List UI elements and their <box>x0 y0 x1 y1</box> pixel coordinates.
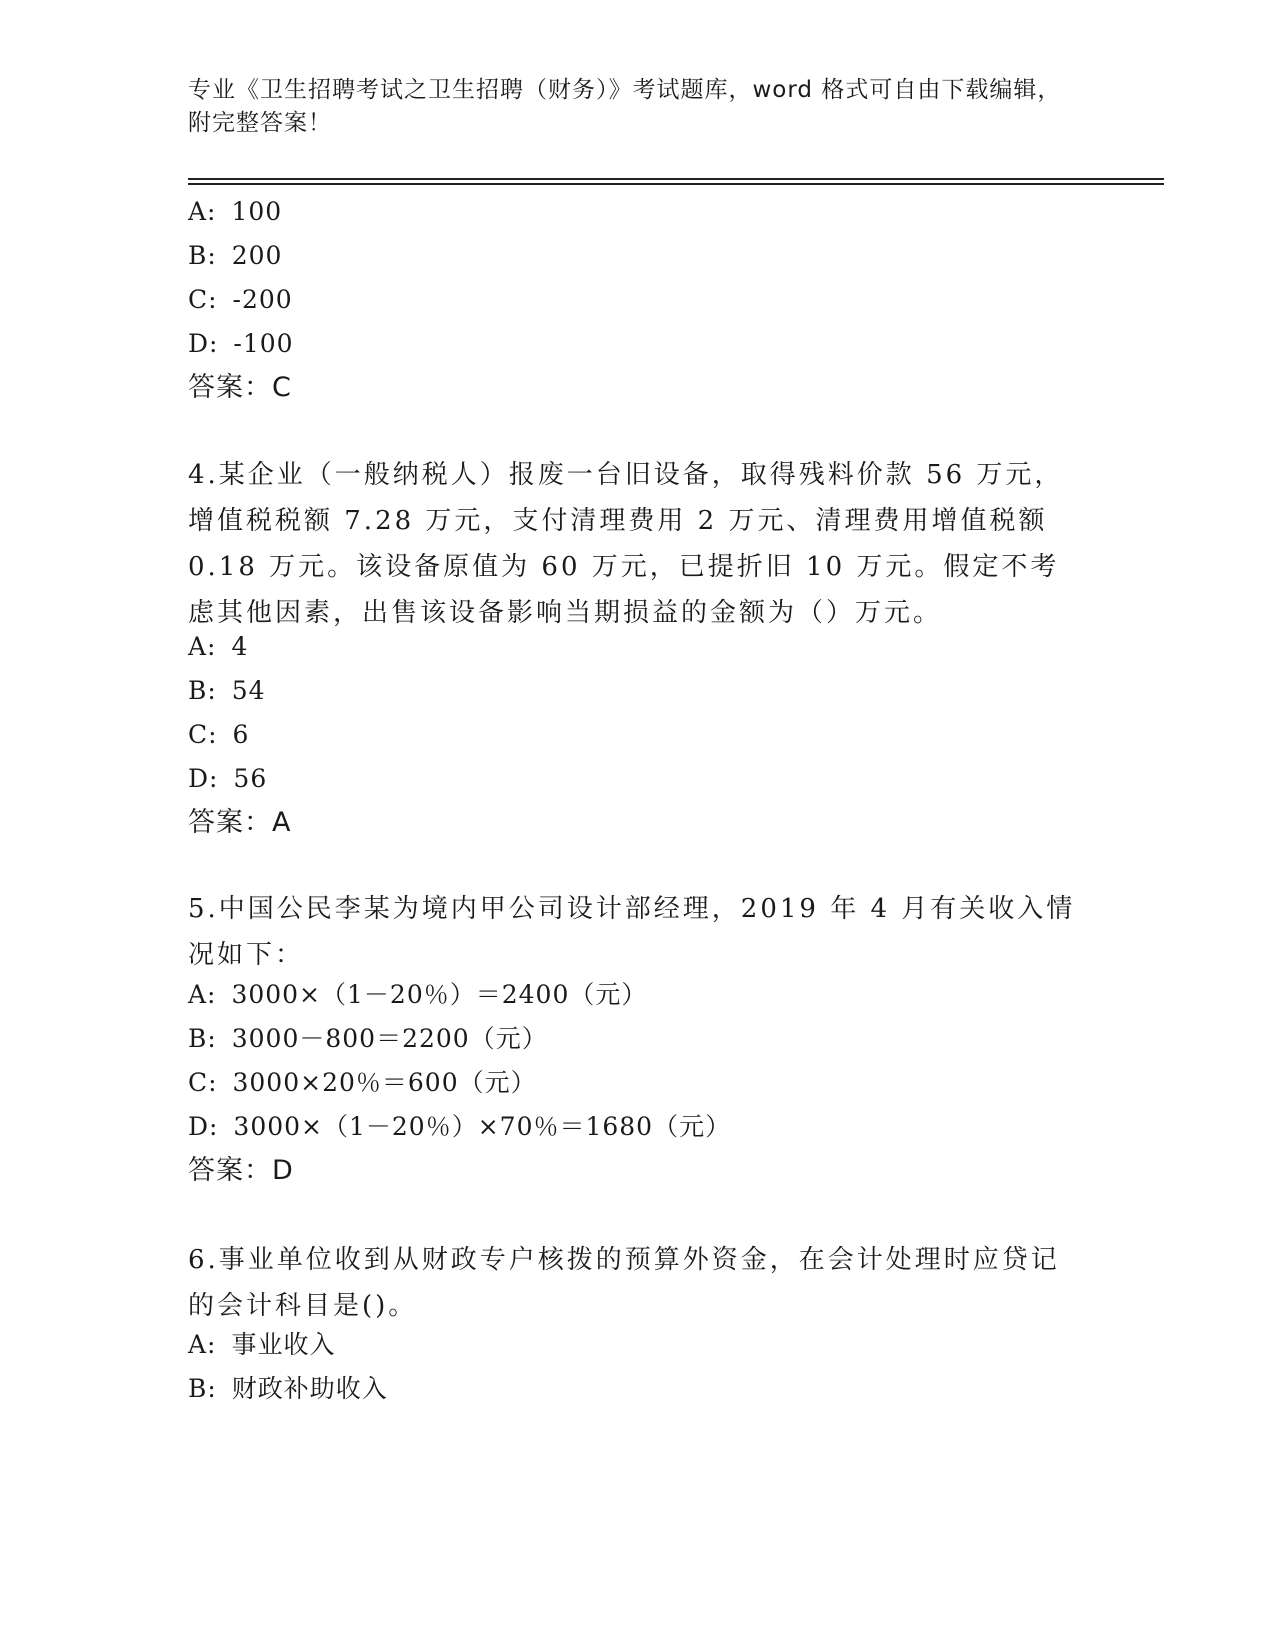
option-label: A: <box>188 980 226 1009</box>
document-header: 专业《卫生招聘考试之卫生招聘（财务）》考试题库，word 格式可自由下载编辑，附完整答案！ <box>188 77 1062 136</box>
option-text: 3000×（1－20％）＝2400（元） <box>231 980 648 1009</box>
option-a <box>188 980 647 1010</box>
answer-line: 答案：C <box>188 372 292 403</box>
question-text: 4.某企业（一般纳税人）报废一台旧设备，取得残料价款 56 万元，增值税税额 7.28 万元，支付清理费用 2 万元、清理费用增值税额 0.18 万元。该设备原值为 60 万元，已提折旧 10 万元。假定不考虑其他因素，出售该设备影响当期损益的金额为（）万元。 <box>188 460 1064 628</box>
option-d <box>188 329 294 359</box>
option-b <box>188 1374 388 1404</box>
option-text: 6 <box>232 720 250 749</box>
option-label: B: <box>188 1374 226 1403</box>
question-text: 6.事业单位收到从财政专户核拨的预算外资金，在会计处理时应贷记的会计科目是()。 <box>188 1245 1060 1321</box>
option-d <box>188 764 267 794</box>
option-text: 3000×20％＝600（元） <box>232 1068 537 1097</box>
option-label: A: <box>188 197 226 226</box>
option-a <box>188 1330 335 1360</box>
option-label: D: <box>188 764 228 793</box>
header-divider-top <box>188 178 1164 180</box>
question-text: 5.中国公民李某为境内甲公司设计部经理，2019 年 4 月有关收入情况如下： <box>188 894 1076 970</box>
option-text: 54 <box>231 676 266 705</box>
option-label: C: <box>188 720 227 749</box>
option-label: B: <box>188 1024 226 1053</box>
option-text: 100 <box>231 197 283 226</box>
option-text: -100 <box>233 329 294 358</box>
option-text: 3000－800＝2200（元） <box>231 1024 548 1053</box>
option-label: B: <box>188 676 226 705</box>
option-text: 3000×（1－20％）×70％＝1680（元） <box>233 1112 732 1141</box>
option-text: 4 <box>231 632 249 661</box>
option-text: 56 <box>233 764 268 793</box>
answer-line: 答案：A <box>188 807 292 838</box>
option-c <box>188 285 293 315</box>
answer-line: 答案：D <box>188 1155 294 1186</box>
option-c <box>188 1068 537 1098</box>
option-a <box>188 197 282 227</box>
option-label: C: <box>188 1068 227 1097</box>
option-text: 事业收入 <box>231 1330 336 1359</box>
option-b <box>188 676 266 706</box>
option-text: 财政补助收入 <box>231 1374 388 1403</box>
option-label: D: <box>188 329 228 358</box>
option-text: -200 <box>232 285 293 314</box>
option-label: B: <box>188 241 226 270</box>
option-label: A: <box>188 1330 226 1359</box>
option-text: 200 <box>231 241 283 270</box>
header-divider-bottom <box>188 183 1164 185</box>
option-b <box>188 1024 548 1054</box>
option-c <box>188 720 249 750</box>
option-a <box>188 632 248 662</box>
option-d <box>188 1112 731 1142</box>
option-b <box>188 241 282 271</box>
option-label: C: <box>188 285 227 314</box>
option-label: A: <box>188 632 226 661</box>
option-label: D: <box>188 1112 228 1141</box>
